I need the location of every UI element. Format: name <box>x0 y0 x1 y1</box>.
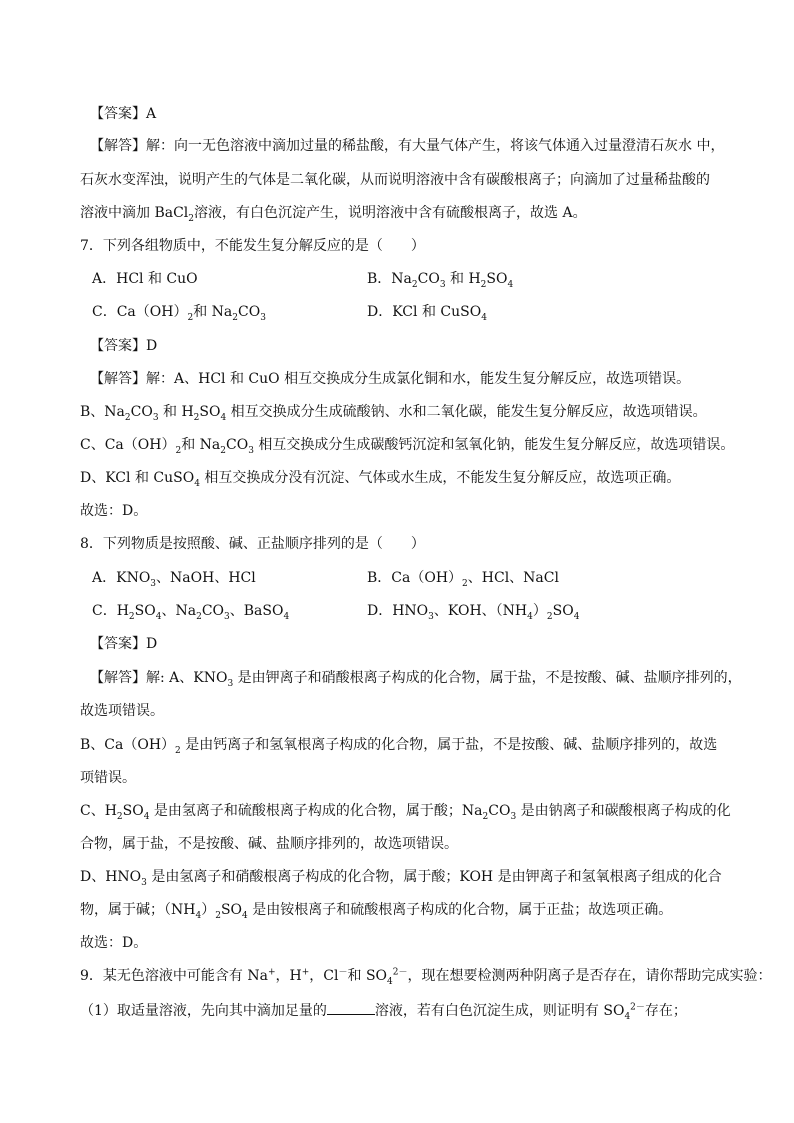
q8-explain-line-2: B、$Ca(OH)_2$ 是由钙离子和氢氧根离子构成的化合物，属于盐，不是按酸、碱、盐顺序排列的，故选 <box>80 737 718 756</box>
q9-stem: 9．某无色溶液中可能含有 Na+，H+，Cl－和 $SO_4^{2-}$，现在想要检测两种阴离子是否存在，请你帮助完成实验： <box>80 967 772 987</box>
q6-answer: 【答案】A <box>90 106 157 122</box>
q8-option-d: D．$HNO_3$、KOH、$(NH_4)_2SO_4$ <box>367 603 580 622</box>
q7-explain-line-1: 【解答】解：A、HCl 和 CuO 相互交换成分生成氯化铜和水，能发生复分解反应，故选项错误。 <box>90 371 691 387</box>
q8-option-c: C．$H_2SO_4$、$Na_2CO_3$、BaSO$_4$ <box>92 603 290 622</box>
q7-option-b: B．$Na_2CO_3$ 和 $H_2SO_4$ <box>367 271 514 290</box>
q7-option-a: A．HCl 和 CuO <box>92 271 198 287</box>
q8-explain-line-1: 【解答】解: A、$KNO_3$ 是由钾离子和硝酸根离子构成的化合物，属于盐，不是按酸、碱、盐顺序排列的， <box>90 670 742 689</box>
q8-stem: 8．下列物质是按照酸、碱、正盐顺序排列的是（ ） <box>80 536 425 552</box>
answer-blank[interactable] <box>327 1000 375 1015</box>
q8-explain-line-4: D、$HNO_3$ 是由氢离子和硝酸根离子构成的化合物，属于酸；KOH 是由钾离子和氢氧根离子组成的化合 <box>80 869 722 888</box>
q8-explain-line-1b: 故选项错误。 <box>80 703 164 719</box>
q7-option-d: D．KCl 和 CuSO$_4$ <box>367 304 487 323</box>
q8-option-b: B．$Ca(OH)_2$、HCl、NaCl <box>367 570 559 589</box>
q7-conclusion: 故选：D。 <box>80 503 148 519</box>
q7-answer: 【答案】D <box>90 338 158 354</box>
q6-explain-line-1: 【解答】解：向一无色溶液中滴加过量的稀盐酸，有大量气体产生，将该气体通入过量澄清石灰水 中， <box>90 138 725 154</box>
q8-explain-line-2b: 项错误。 <box>80 770 136 786</box>
q8-explain-line-3b: 合物，属于盐，不是按酸、碱、盐顺序排列的，故选项错误。 <box>80 836 458 852</box>
q7-explain-line-2: B、$Na_2CO_3$ 和 $H_2SO_4$ 相互交换成分生成硫酸钠、水和二氧化碳，能发生复分解反应，故选项错误。 <box>80 404 707 423</box>
q8-conclusion: 故选：D。 <box>80 935 148 951</box>
q6-explain-line-3: 溶液中滴加 BaCl$_2$溶液，有白色沉淀产生，说明溶液中含有硫酸根离子，故选 A。 <box>80 205 587 224</box>
q6-explain-line-2: 石灰水变浑浊，说明产生的气体是二氧化碳，从而说明溶液中含有碳酸根离子；向滴加了过量稀盐酸的 <box>80 172 710 188</box>
q8-explain-line-4b: 物，属于碱；$(NH_4)_2SO_4$ 是由铵根离子和硫酸根离子构成的化合物，属于正盐；故选项正确。 <box>80 902 673 921</box>
q8-option-a: A．$KNO_3$、NaOH、HCl <box>92 570 256 589</box>
q7-option-c: C．$Ca(OH)_2$和 $Na_2CO_3$ <box>92 304 266 323</box>
q7-stem: 7．下列各组物质中，不能发生复分解反应的是（ ） <box>80 238 425 254</box>
q9-part-1: （1）取适量溶液，先向其中滴加足量的 溶液，若有白色沉淀生成，则证明有 $SO_4^{2-}$存在； <box>80 1000 687 1021</box>
q8-answer: 【答案】D <box>90 636 158 652</box>
q7-explain-line-3: C、$Ca(OH)_2$和 $Na_2CO_3$ 相互交换成分生成碳酸钙沉淀和氢氧化钠，能发生复分解反应，故选项错误。 <box>80 437 735 456</box>
q8-explain-line-3: C、$H_2SO_4$ 是由氢离子和硫酸根离子构成的化合物，属于酸；$Na_2CO_3$ 是由钠离子和碳酸根离子构成的化 <box>80 803 731 822</box>
q7-explain-line-4: D、KCl 和 CuSO$_4$ 相互交换成分没有沉淀、气体或水生成，不能发生复分解反应，故选项正确。 <box>80 470 681 489</box>
